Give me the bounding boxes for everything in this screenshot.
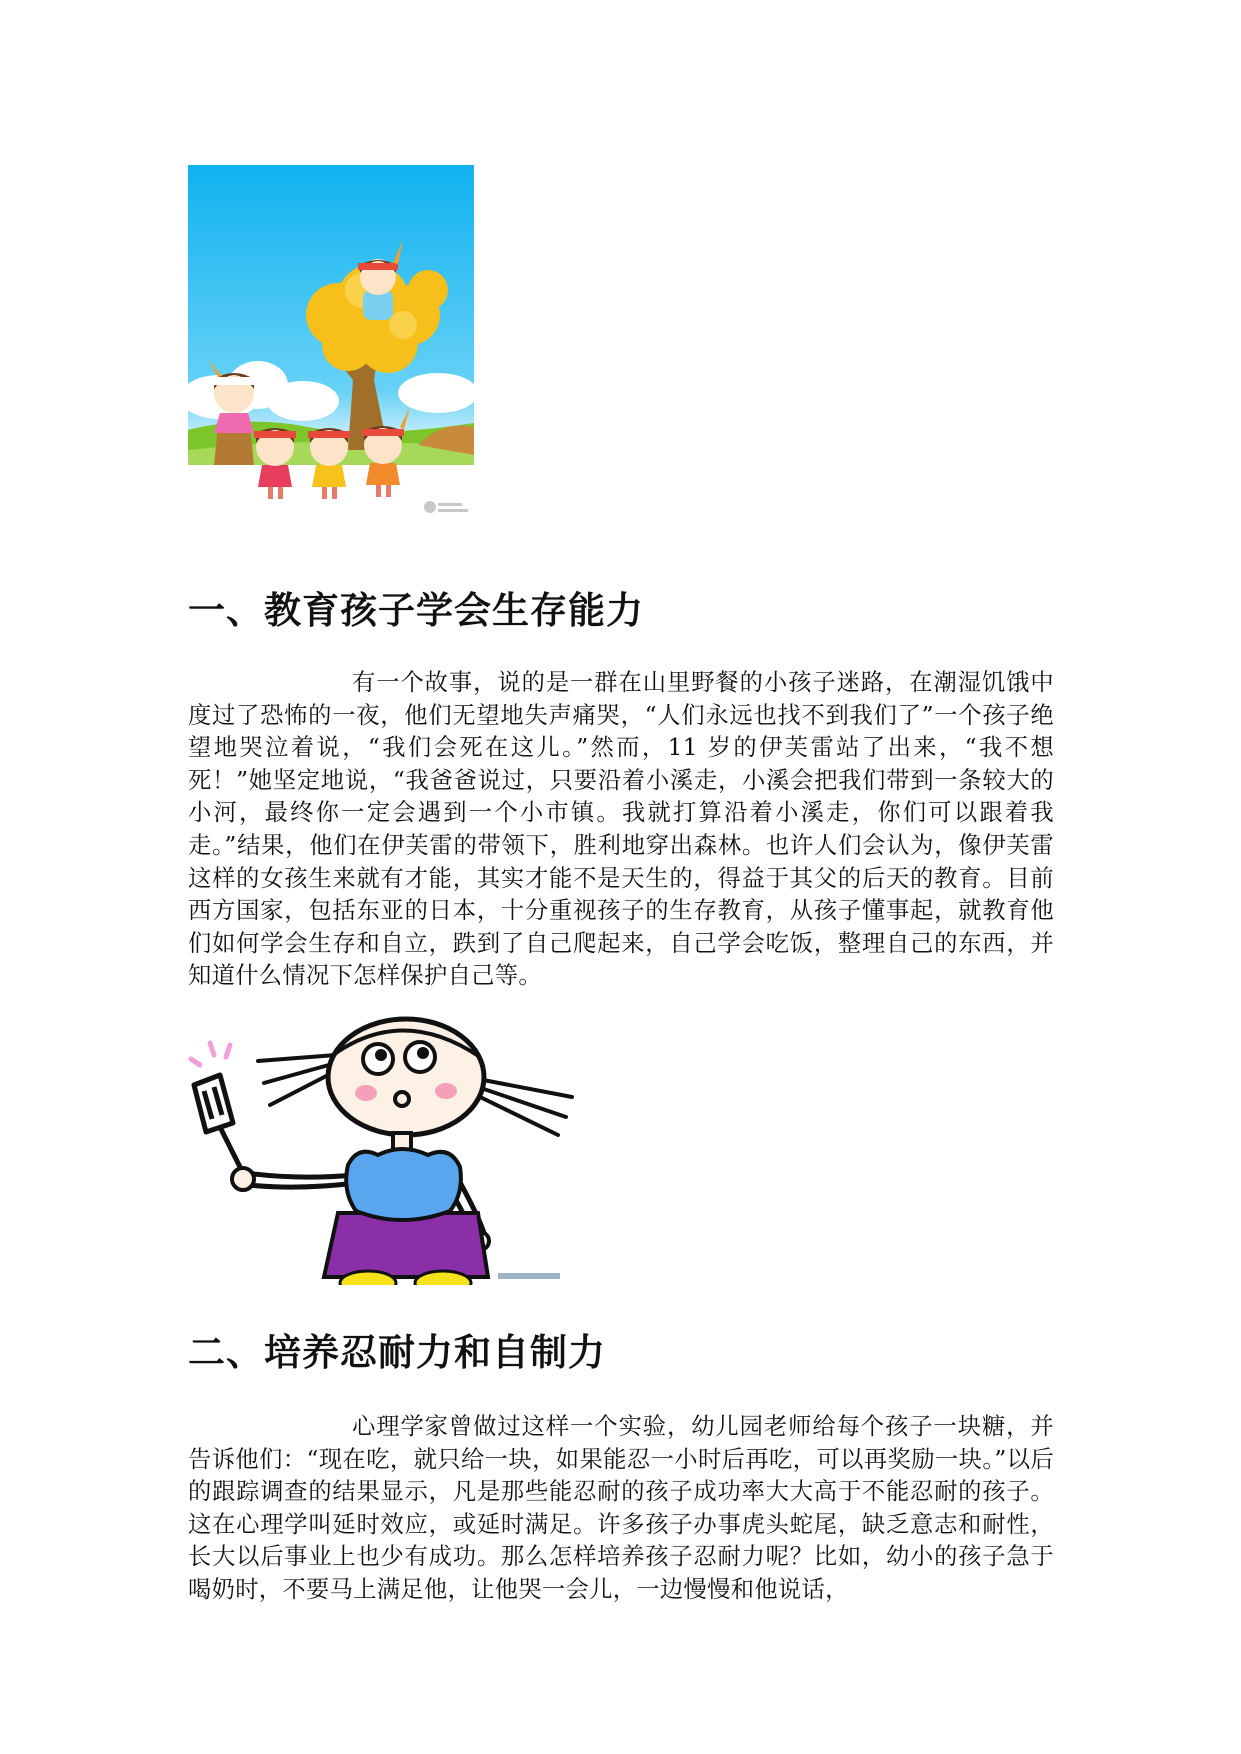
- dress: [324, 1213, 488, 1277]
- shoe: [340, 1271, 396, 1285]
- apron: [346, 1149, 461, 1220]
- kid-figure: [308, 428, 350, 487]
- shoe: [415, 1271, 471, 1285]
- section-heading-1: 一、教育孩子学会生存能力: [188, 589, 644, 632]
- sparkle-marks: [191, 1043, 230, 1065]
- girl-head: [328, 1019, 484, 1135]
- kids-tree-illustration: [188, 165, 474, 523]
- girl-spatula-illustration: [188, 1015, 576, 1285]
- hand: [232, 1168, 254, 1190]
- kid-figure: [254, 428, 296, 487]
- section-paragraph-1: 有一个故事，说的是一群在山里野餐的小孩子迷路，在潮湿饥饿中度过了恐怖的一夜，他们无望地失声痛哭，“人们永远也找不到我们了”一个孩子绝望地哭泣着说，“我们会死在这儿。”然而，11 岁的伊芙雷站了出来，“我不想死！”她坚定地说，“我爸爸说过，只要沿着小溪走，小溪会把我们带到一条较大的小河，最终你一定会遇到一个小市镇。我就打算沿着小溪走，你们可以跟着我走。”结果，他们在伊芙雷的带领下，胜利地穿出森林。也许人们会认为，像伊芙雷这样的女孩生来就有才能，其实才能不是天生的，得益于其父的后天的教育。目前西方国家，包括东亚的日本，十分重视孩子的生存教育，从孩子懂事起，就教育他们如何学会生存和自立，跌到了自己爬起来，自己学会吃饭，整理自己的东西，并知道什么情况下怎样保护自己等。: [188, 669, 1054, 990]
- spatula: [194, 1075, 244, 1175]
- section-heading-2: 二、培养忍耐力和自制力: [188, 1331, 606, 1374]
- watermark-logo: [498, 1273, 560, 1279]
- section-paragraph-2: 心理学家曾做过这样一个实验，幼儿园老师给每个孩子一块糖，并告诉他们：“现在吃，就只给一块，如果能忍一小时后再吃，可以再奖励一块。”以后的跟踪调查的结果显示，凡是那些能忍耐的孩子成功率大大高于不能忍耐的孩子。这在心理学叫延时效应，或延时满足。许多孩子办事虎头蛇尾，缺乏意志和耐性，长大以后事业上也少有成功。那么怎样培养孩子忍耐力呢？比如，幼小的孩子急于喝奶时，不要马上满足他，让他哭一会儿，一边慢慢和他说话，: [188, 1413, 1054, 1603]
